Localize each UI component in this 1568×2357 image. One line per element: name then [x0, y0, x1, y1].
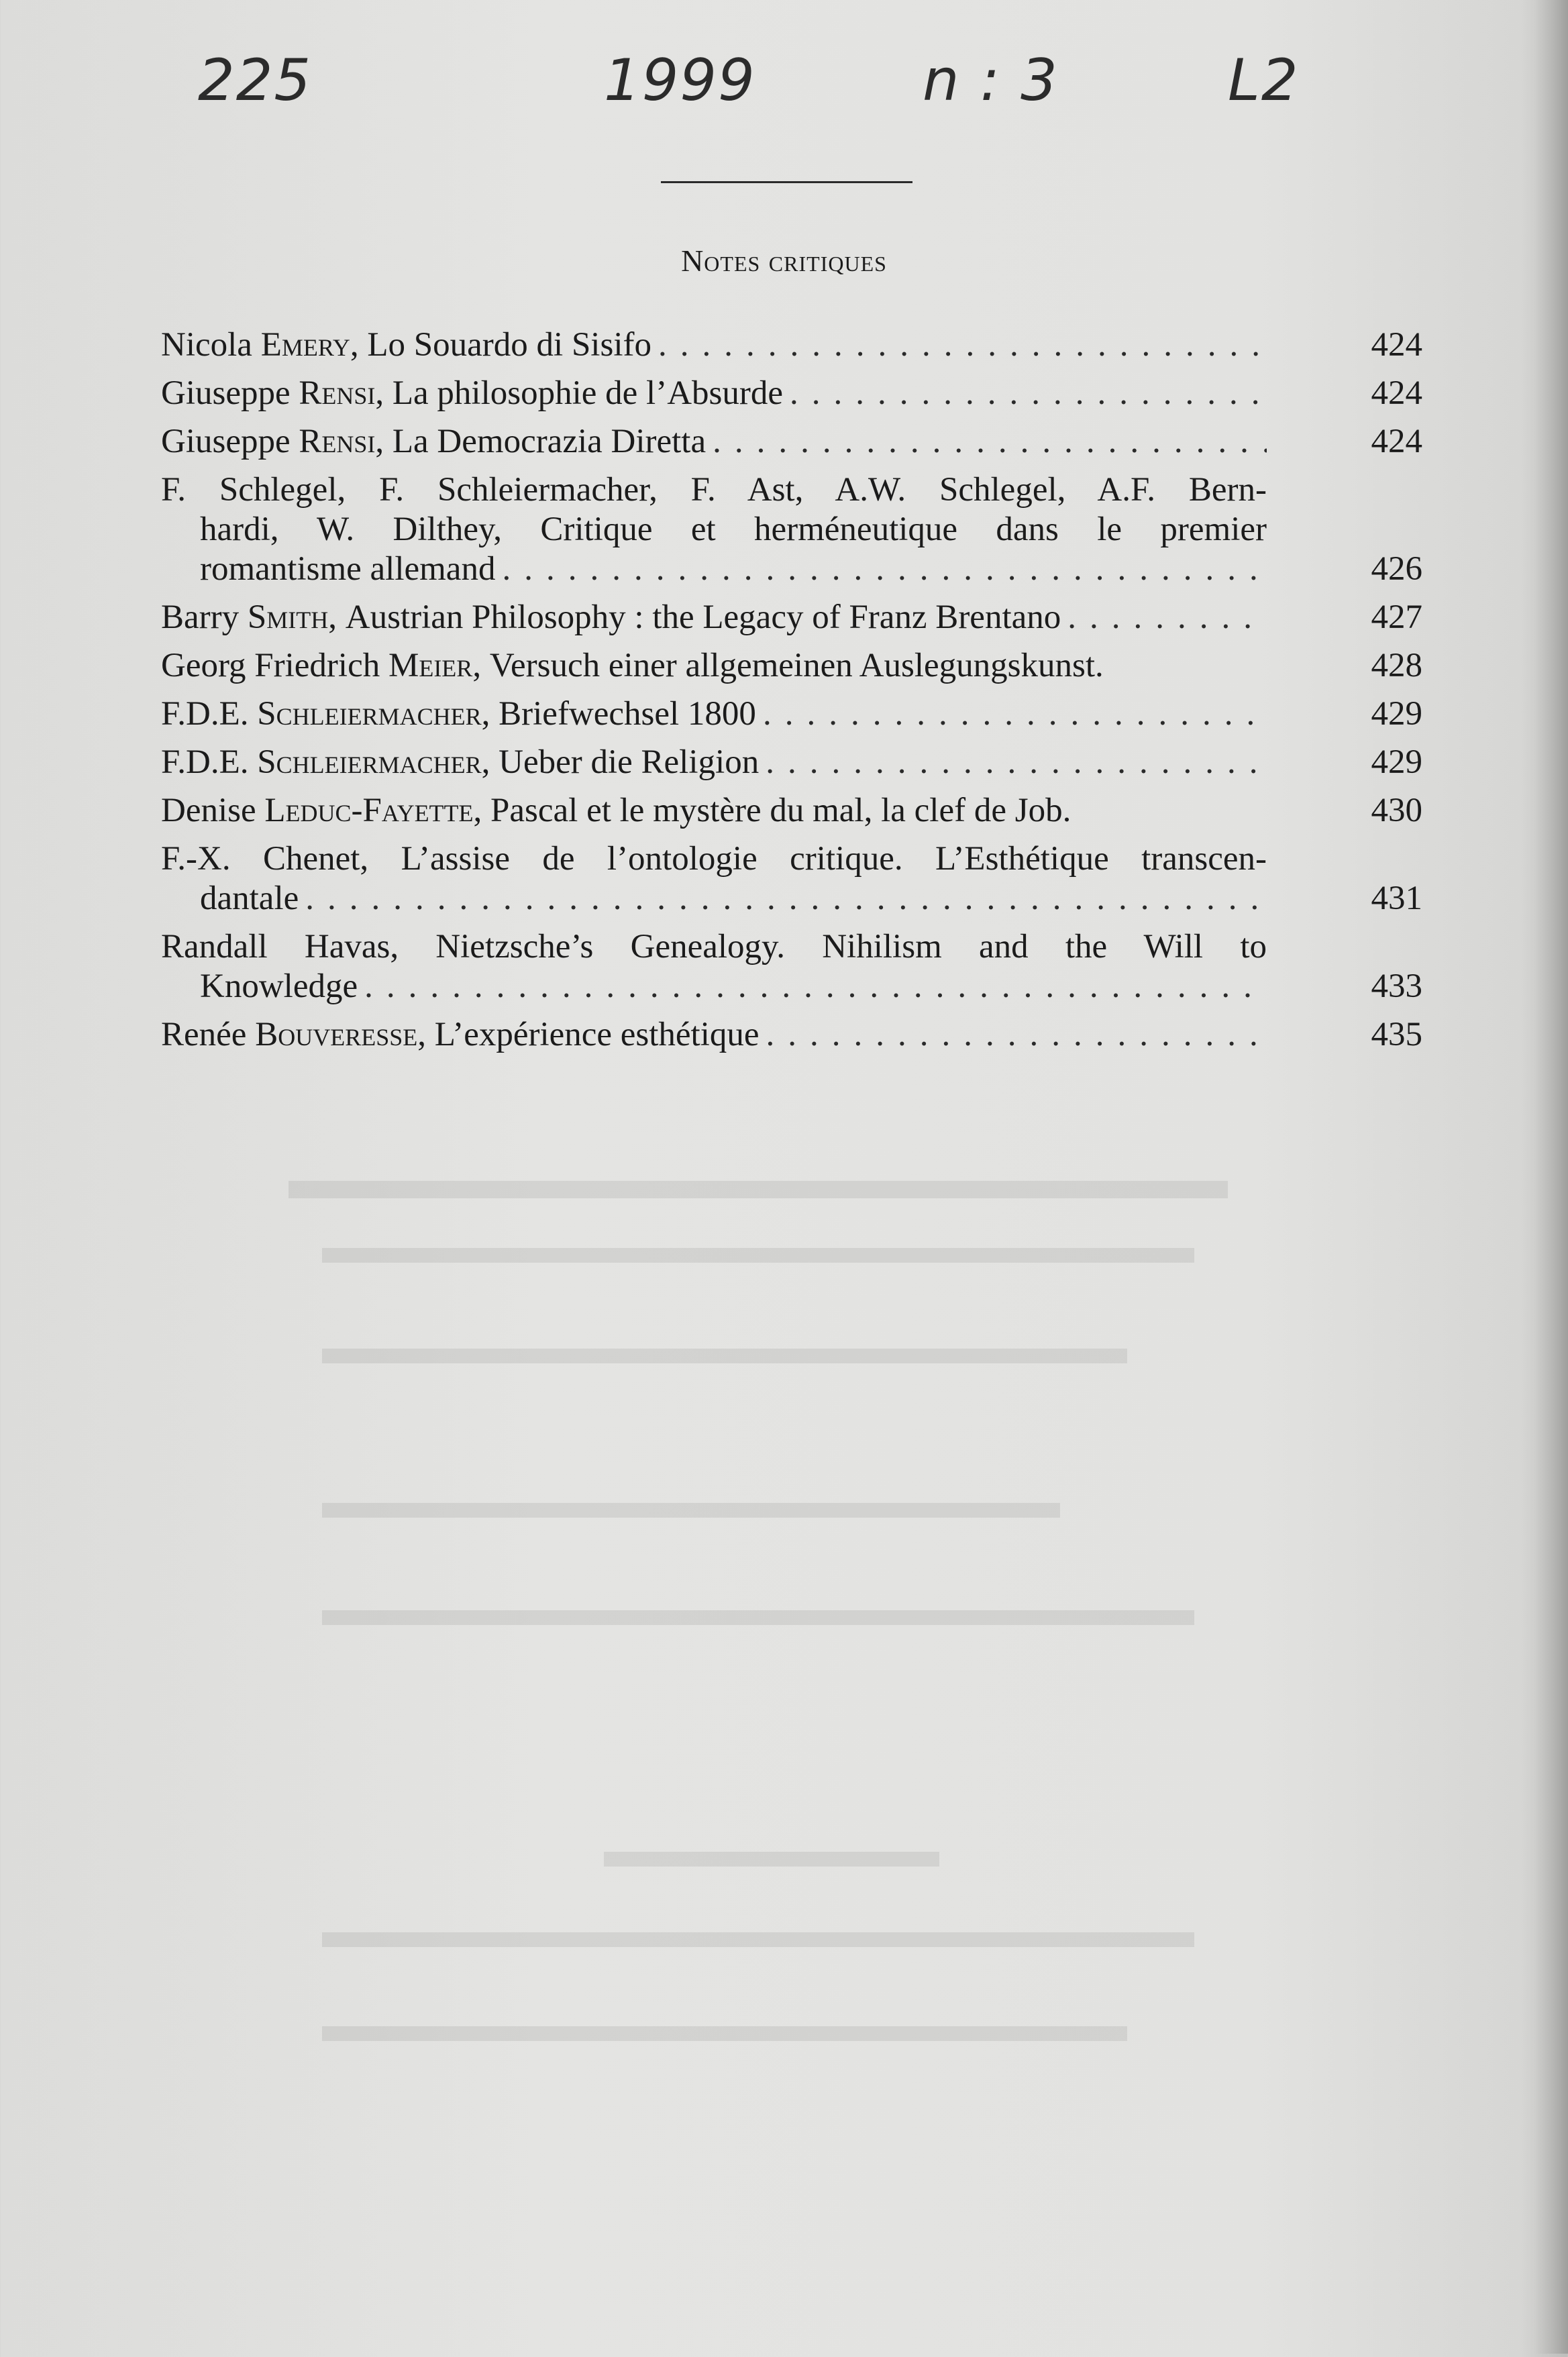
- entry-page: 433: [1371, 967, 1422, 1005]
- toc-entry: [161, 470, 1422, 589]
- entry-line: dantale: [200, 880, 299, 917]
- entry-author-first: Giuseppe: [161, 374, 291, 412]
- entry-author-first: F.D.E.: [161, 743, 249, 781]
- leader-dots: [502, 549, 1267, 589]
- toc-entry: Giuseppe Rensi , La philosophie de l’Absurde ..... 424: [161, 374, 1422, 413]
- entry-author-first: Barry: [161, 598, 240, 636]
- section-title: Notes critiques: [681, 244, 887, 278]
- entry-author-last: Rensi: [299, 374, 376, 412]
- toc-entry: [161, 839, 1422, 919]
- handwritten-code: L2: [1228, 47, 1300, 114]
- entry-author-last: Bouveresse: [255, 1016, 418, 1053]
- entry-author-first: Nicola: [161, 326, 252, 364]
- entry-page: 429: [1371, 695, 1422, 733]
- toc-entry: Georg Friedrich Meier , Versuch einer allgemeinen Auslegungskunst. 428: [161, 647, 1422, 684]
- entry-line: F.-X. Chenet, L’assise de l’ontologie critique. L’Esthétique transcen-: [161, 840, 1267, 878]
- entry-title: L’expérience esthétique: [434, 1016, 760, 1053]
- entry-page: 424: [1371, 326, 1422, 364]
- entry-title: Briefwechsel 1800: [499, 695, 756, 733]
- handwritten-number: 225: [198, 47, 313, 114]
- entry-line: romantisme allemand: [200, 550, 496, 588]
- handwritten-issue: n : 3: [923, 47, 1059, 114]
- toc-entry: F.D.E. Schleiermacher , Briefwechsel 1800 ..... 429: [161, 694, 1422, 734]
- entry-author-first: Giuseppe: [161, 423, 291, 460]
- entry-author-last: Schleiermacher: [257, 695, 482, 733]
- entry-page: 435: [1371, 1016, 1422, 1053]
- entry-author-last: Rensi: [299, 423, 376, 460]
- page-edge: [1534, 0, 1568, 2354]
- entry-title: Ueber die Religion: [499, 743, 760, 781]
- entry-author-last: Leduc-Fayette: [264, 792, 474, 829]
- toc-entry: Nicola Emery , Lo Souardo di Sisifo ..... 424: [161, 325, 1422, 365]
- leader-dots: [713, 422, 1267, 462]
- leader-dots: [364, 967, 1267, 1006]
- entry-line: Randall Havas, Nietzsche’s Genealogy. Nihilism and the Will to: [161, 928, 1267, 965]
- entry-author-last: Smith: [247, 598, 329, 636]
- toc-entry: Renée Bouveresse , L’expérience esthétique ..... 435: [161, 1015, 1422, 1055]
- entry-author-last: Schleiermacher: [257, 743, 482, 781]
- handwritten-year: 1999: [604, 47, 756, 114]
- entry-author-first: Denise: [161, 792, 256, 829]
- leader-dots: [763, 694, 1267, 734]
- entry-page: 426: [1371, 550, 1422, 588]
- entry-title: Lo Souardo di Sisifo: [367, 326, 651, 364]
- leader-dots: [766, 743, 1267, 782]
- entry-author-first: Renée: [161, 1016, 247, 1053]
- entry-title: La philosophie de l’Absurde: [392, 374, 784, 412]
- entry-page: 424: [1371, 423, 1422, 460]
- entry-title: Austrian Philosophy : the Legacy of Franz Brentano: [345, 598, 1061, 636]
- entry-title: Versuch einer allgemeinen Auslegungskunst.: [489, 647, 1104, 684]
- leader-dots: [1067, 598, 1267, 637]
- entry-line: Knowledge: [200, 967, 358, 1005]
- entry-title: La Democrazia Diretta: [392, 423, 707, 460]
- entry-page: 430: [1371, 792, 1422, 829]
- entry-page: 429: [1371, 743, 1422, 781]
- entry-page: 428: [1371, 647, 1422, 684]
- entry-line: F. Schlegel, F. Schleiermacher, F. Ast, A.W. Schlegel, A.F. Bern-: [161, 471, 1267, 509]
- toc-entry: [161, 927, 1422, 1006]
- entry-page: 431: [1371, 880, 1422, 917]
- entry-page: 424: [1371, 374, 1422, 412]
- entry-author-last: Meier: [388, 647, 473, 684]
- title-rule: [661, 181, 912, 183]
- entry-line: hardi, W. Dilthey, Critique et herméneutique dans le premier: [200, 511, 1267, 548]
- leader-dots: [305, 879, 1267, 919]
- entry-author-first: F.D.E.: [161, 695, 249, 733]
- entry-author-last: Emery: [260, 326, 350, 364]
- toc-entry: Giuseppe Rensi , La Democrazia Diretta ..... 424: [161, 422, 1422, 462]
- toc-entry: Barry Smith , Austrian Philosophy : the Legacy of Franz Brentano ..... 427: [161, 598, 1422, 637]
- toc-entry: F.D.E. Schleiermacher , Ueber die Religion ..... 429: [161, 743, 1422, 782]
- toc-entry: Denise Leduc-Fayette , Pascal et le mystère du mal, la clef de Job. 430: [161, 792, 1422, 829]
- toc-list: [161, 325, 1422, 1063]
- leader-dots: [790, 374, 1267, 413]
- leader-dots: [658, 325, 1267, 365]
- leader-dots: [766, 1015, 1267, 1055]
- entry-page: 427: [1371, 598, 1422, 636]
- entry-title: Pascal et le mystère du mal, la clef de Job.: [490, 792, 1072, 829]
- entry-author-first: Georg Friedrich: [161, 647, 380, 684]
